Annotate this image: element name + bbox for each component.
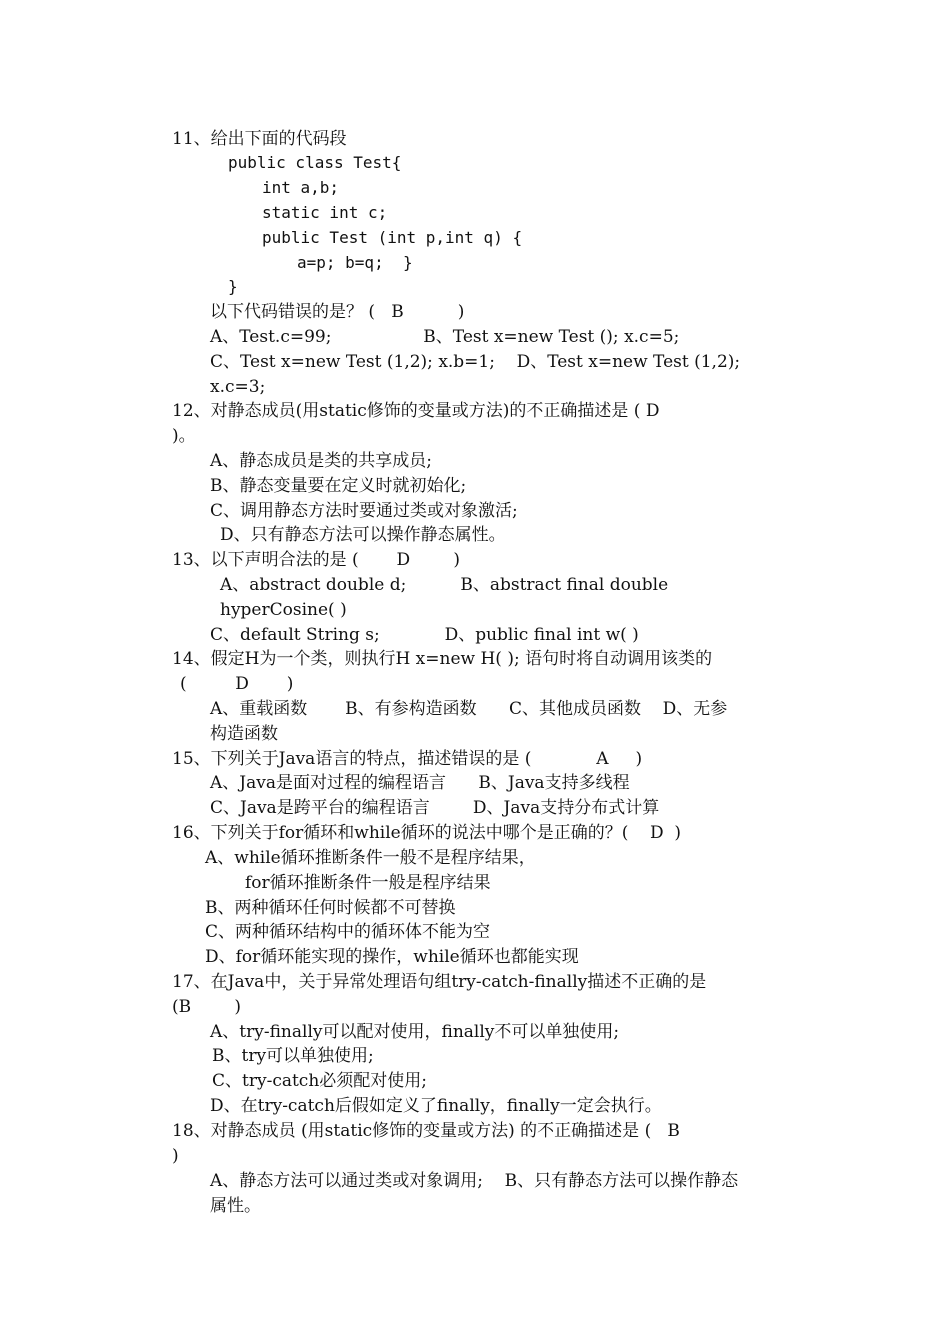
code-line-constructor: public Test (int p,int q) { [262,228,523,247]
question-12-option-d: D、只有静态方法可以操作静态属性。 [220,525,506,545]
question-15-options-cd: C、Java是跨平台的编程语言 D、Java支持分布式计算 [210,798,660,818]
question-16-title: 16、下列关于for循环和while循环的说法中哪个是正确的？( D ) [172,823,682,843]
question-16-option-c: C、两种循环结构中的循环体不能为空 [205,922,491,942]
question-13-options-ab: A、abstract double d; B、abstract final double [220,575,669,595]
question-17-option-a: A、try-finally可以配对使用，finally不可以单独使用; [210,1022,620,1042]
question-14-answer: ( D ) [180,674,294,694]
code-line-close: } [228,277,238,296]
question-17-option-d: D、在try-catch后假如定义了finally，finally一定会执行。 [210,1096,662,1116]
question-12-option-c: C、调用静态方法时要通过类或对象激活; [210,501,518,521]
question-11-options-ab: A、Test.c=99; B、Test x=new Test (); x.c=5; [210,327,680,347]
question-11-options-cont: x.c=3; [210,377,266,397]
question-17-answer: (B ) [172,997,241,1017]
question-17-option-c: C、try-catch必须配对使用; [212,1071,427,1091]
question-12-title-cont: )。 [172,426,196,446]
question-13-options-cd: C、default String s; D、public final int w( ) [210,625,639,645]
question-17-option-b: B、try可以单独使用; [212,1046,374,1066]
question-12-title: 12、对静态成员(用static修饰的变量或方法)的不正确描述是 ( D [172,401,660,421]
code-line-body: a=p; b=q; } [297,253,413,272]
question-14-options-cont: 构造函数 [210,724,278,744]
question-11-title: 11、给出下面的代码段 [172,129,347,149]
question-12-option-b: B、静态变量要在定义时就初始化; [210,476,467,496]
question-14-title: 14、假定H为一个类，则执行H x=new H( ); 语句时将自动调用该类的 [172,649,713,669]
question-14-options: A、重载函数 B、有参构造函数 C、其他成员函数 D、无参 [210,699,728,719]
question-15-options-ab: A、Java是面对过程的编程语言 B、Java支持多线程 [210,773,630,793]
question-18-options-cont: 属性。 [210,1196,261,1216]
question-16-option-b: B、两种循环任何时候都不可替换 [205,898,456,918]
question-12-option-a: A、静态成员是类的共享成员; [210,451,433,471]
code-line-fields: int a,b; [262,178,340,197]
question-16-option-a-cont: for循环推断条件一般是程序结果 [245,873,491,893]
question-15-title: 15、下列关于Java语言的特点，描述错误的是 ( A ) [172,749,643,769]
question-18-title-cont: ) [172,1146,179,1166]
code-line-class: public class Test{ [228,153,402,172]
question-11-options-cd: C、Test x=new Test (1,2); x.b=1; D、Test x=new Test (1,2); [210,352,741,372]
question-16-option-d: D、for循环能实现的操作，while循环也都能实现 [205,947,579,967]
code-line-static: static int c; [262,203,388,222]
question-11-prompt: 以下代码错误的是？ ( B ) [210,302,465,322]
question-13-options-cont: hyperCosine( ) [220,600,347,620]
question-17-title: 17、在Java中，关于异常处理语句组try-catch-finally描述不正确的是 [172,972,707,992]
question-13-title: 13、以下声明合法的是 ( D ) [172,550,460,570]
question-18-title: 18、对静态成员 (用static修饰的变量或方法) 的不正确描述是 ( B [172,1121,680,1141]
question-16-option-a: A、while循环推断条件一般不是程序结果， [205,848,536,868]
question-18-options: A、静态方法可以通过类或对象调用; B、只有静态方法可以操作静态 [210,1171,739,1191]
